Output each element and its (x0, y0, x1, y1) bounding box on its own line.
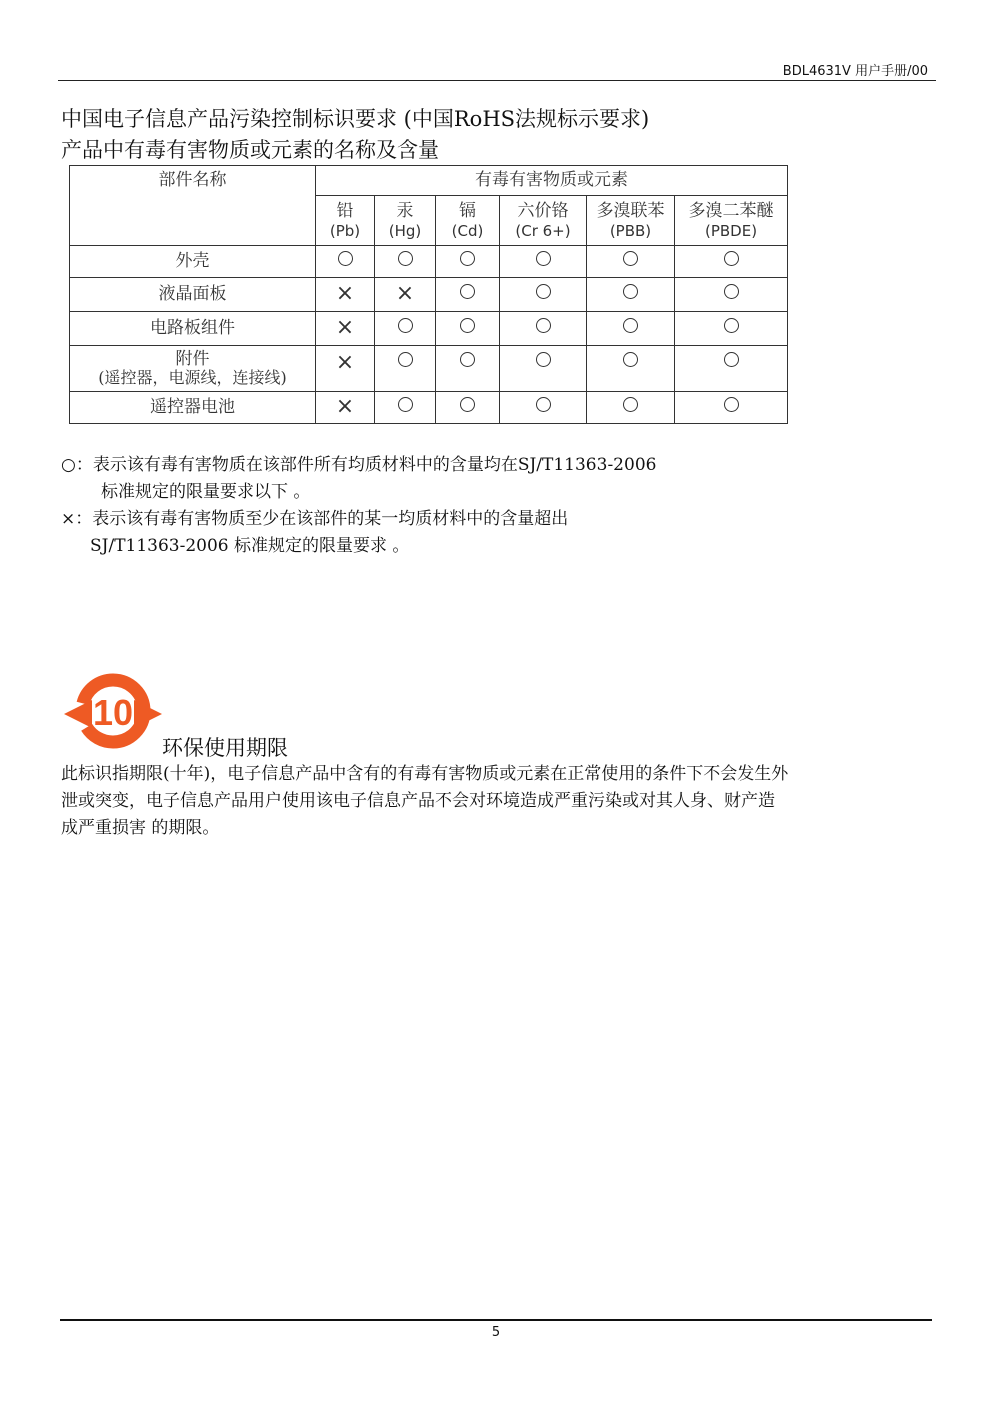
mark-cell (316, 246, 375, 278)
substance-symbol: (PBDE) (704, 221, 758, 240)
header-doc-id: BDL4631V 用户手册/00 (782, 64, 928, 79)
circle-mark-icon (536, 397, 551, 412)
page-title: 中国电子信息产品污染控制标识要求 (中国RoHS法规标示要求) (61, 107, 650, 131)
circle-mark-icon (398, 397, 413, 412)
circle-mark-icon (536, 318, 551, 333)
circle-mark-icon (724, 251, 739, 266)
mark-cell (375, 312, 436, 346)
circle-mark-icon (724, 284, 739, 299)
mark-cell (316, 312, 375, 346)
substance-symbol: (PBB) (609, 221, 652, 240)
circle-mark-icon (623, 397, 638, 412)
part-name (70, 392, 316, 424)
mark-cell (316, 346, 375, 392)
mark-cell (587, 278, 675, 312)
substance-symbol: (Pb) (329, 221, 361, 240)
circle-mark-icon (460, 397, 475, 412)
circle-mark-icon (398, 352, 413, 367)
part-name-header: 部件名称 (70, 166, 316, 246)
substance-symbol: (Cr 6+) (515, 221, 571, 240)
page-subtitle: 产品中有毒有害物质或元素的名称及含量 (61, 138, 439, 162)
mark-cell (500, 346, 587, 392)
circle-mark-icon (724, 318, 739, 333)
circle-mark-icon (623, 251, 638, 266)
table-row (70, 392, 788, 424)
note-cross-line2: SJ/T11363-2006 标准规定的限量要求 。 (90, 536, 410, 556)
mark-cell (375, 246, 436, 278)
mark-cell (436, 246, 500, 278)
part-name-text: 外壳 (175, 250, 210, 271)
note-circle-line2: 标准规定的限量要求以下 。 (101, 482, 311, 502)
table-row (70, 346, 788, 392)
substance-name: 多溴二苯醚 (688, 200, 774, 221)
circle-mark-icon (536, 352, 551, 367)
circle-mark-icon (460, 318, 475, 333)
page-number: 5 (491, 1325, 501, 1340)
note-cross-line1: ×：表示该有毒有害物质至少在该部件的某一均质材料中的含量超出 (61, 509, 569, 529)
mark-cell (675, 278, 788, 312)
substance-name: 铅 (336, 200, 354, 221)
mark-cell (587, 392, 675, 424)
part-name (70, 346, 316, 392)
part-name (70, 312, 316, 346)
part-name-text: 液晶面板 (158, 283, 227, 304)
substance-symbol: (Cd) (451, 221, 484, 240)
mark-cell (375, 392, 436, 424)
table-row (70, 278, 788, 312)
mark-cell (675, 346, 788, 392)
para-line1: 此标识指期限(十年)，电子信息产品中含有的有毒有害物质或元素在正常使用的条件下不会发生外 (61, 764, 789, 784)
legend-notes (61, 452, 656, 560)
para-line3: 成严重损害 的期限。 (61, 818, 220, 838)
mark-cell (316, 278, 375, 312)
header-rule (58, 80, 936, 81)
note-circle-line1: ○：表示该有毒有害物质在该部件所有均质材料中的含量均在SJ/T11363-2006 (61, 455, 657, 475)
circle-mark-icon (623, 284, 638, 299)
substance-symbol: (Hg) (388, 221, 422, 240)
substance-name: 汞 (396, 200, 414, 221)
substance-name: 六价铬 (517, 200, 569, 221)
part-name (70, 278, 316, 312)
substance-header (436, 196, 500, 246)
mark-cell (436, 346, 500, 392)
part-name (70, 246, 316, 278)
circle-mark-icon (724, 352, 739, 367)
part-name-text: 附件 (175, 348, 210, 369)
substance-name: 多溴联苯 (596, 200, 665, 221)
circle-mark-icon (338, 251, 353, 266)
mark-cell (436, 312, 500, 346)
cross-mark-icon: × (395, 280, 415, 306)
circle-mark-icon (623, 352, 638, 367)
circle-mark-icon (398, 318, 413, 333)
part-name-text: 电路板组件 (150, 317, 235, 338)
part-name-text: 遥控器电池 (150, 396, 235, 417)
circle-mark-icon (398, 251, 413, 266)
circle-mark-icon (623, 318, 638, 333)
cross-mark-icon: × (335, 350, 355, 375)
mark-cell (500, 392, 587, 424)
mark-cell (587, 246, 675, 278)
mark-cell (500, 312, 587, 346)
para-line2: 泄或突变，电子信息产品用户使用该电子信息产品不会对环境造成严重污染或对其人身、财产造 (61, 791, 775, 811)
mark-cell (587, 312, 675, 346)
logo-caption: 环保使用期限 (162, 736, 288, 760)
mark-cell (375, 346, 436, 392)
logo-number: 10 (92, 692, 134, 733)
substance-header (316, 196, 375, 246)
substance-group-header: 有毒有害物质或元素 (316, 166, 788, 196)
mark-cell (675, 392, 788, 424)
mark-cell (316, 392, 375, 424)
table-row (70, 246, 788, 278)
substance-header (587, 196, 675, 246)
environment-protection-period-logo (64, 668, 162, 754)
mark-cell (587, 346, 675, 392)
mark-cell (675, 246, 788, 278)
circle-mark-icon (460, 284, 475, 299)
footer-rule (60, 1319, 932, 1321)
mark-cell (436, 392, 500, 424)
part-name-detail: (遥控器，电源线，连接线) (98, 368, 287, 388)
substance-name: 镉 (459, 200, 476, 221)
mark-cell (675, 312, 788, 346)
cross-mark-icon: × (335, 393, 355, 419)
mark-cell (500, 246, 587, 278)
hazardous-substances-table (69, 165, 788, 424)
cross-mark-icon: × (335, 280, 355, 306)
circle-mark-icon (536, 251, 551, 266)
cross-mark-icon: × (335, 314, 355, 340)
mark-cell (375, 278, 436, 312)
circle-mark-icon (460, 352, 475, 367)
mark-cell (500, 278, 587, 312)
period-description (61, 761, 931, 842)
mark-cell (436, 278, 500, 312)
circle-mark-icon (536, 284, 551, 299)
substance-header (500, 196, 587, 246)
substance-header (375, 196, 436, 246)
substance-header (675, 196, 788, 246)
circle-mark-icon (724, 397, 739, 412)
circle-mark-icon (460, 251, 475, 266)
table-row (70, 312, 788, 346)
